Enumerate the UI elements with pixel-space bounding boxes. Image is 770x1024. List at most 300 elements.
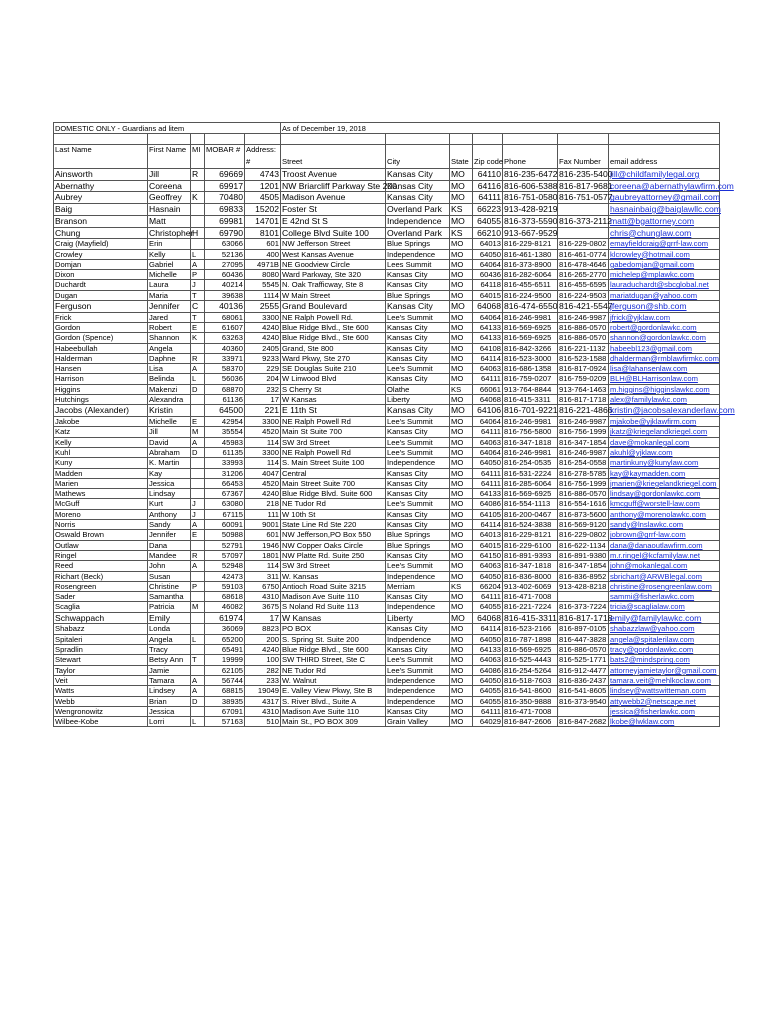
cell-mi: L <box>191 249 205 259</box>
email-link[interactable]: kmcguff@worstell-law.com <box>610 499 700 509</box>
email-link[interactable]: jobrown@grrf-law.com <box>610 530 686 540</box>
cell-state: KS <box>450 581 473 591</box>
cell-first-name: Lorri <box>148 717 191 727</box>
cell-phone: 816-524-3838 <box>503 520 558 530</box>
email-link[interactable]: mariatdugan@yahoo.com <box>610 290 698 300</box>
table-row <box>54 612 720 624</box>
cell-fax: 913-764-1463 <box>558 384 609 394</box>
email-link[interactable]: tricia@scaglialaw.com <box>610 602 685 612</box>
cell-state: MO <box>450 696 473 706</box>
cell-phone: 816-229-8121 <box>503 239 558 249</box>
cell-state: MO <box>450 655 473 665</box>
email-link[interactable]: emily@familylawkc.com <box>610 612 702 623</box>
cell-mi <box>191 215 205 227</box>
cell-fax: 816-886-0570 <box>558 489 609 499</box>
table-row <box>54 706 720 716</box>
cell-last-name: Baig <box>54 204 148 216</box>
cell-mobar: 38935 <box>205 696 245 706</box>
email-link[interactable]: lindsay@gordonlawkc.com <box>610 489 701 499</box>
cell-street-number: 400 <box>245 249 281 259</box>
cell-phone: 816-254-5264 <box>503 665 558 675</box>
email-link[interactable]: shannon@gordonlawkc.com <box>610 333 706 343</box>
cell-street-number: 4240 <box>245 645 281 655</box>
cell-street: PO BOX <box>281 624 386 634</box>
cell-city: Kansas City <box>386 645 450 655</box>
cell-mobar: 40136 <box>205 301 245 313</box>
cell-zip: 64050 <box>473 634 503 644</box>
cell-fax <box>558 204 609 216</box>
cell-mobar: 52136 <box>205 249 245 259</box>
cell-street-number: 4971B <box>245 259 281 269</box>
cell-state: MO <box>450 417 473 427</box>
table-row <box>54 270 720 280</box>
cell-first-name: Kurt <box>148 499 191 509</box>
cell-city: Indpendence <box>386 634 450 644</box>
email-link[interactable]: jill@childfamilylegal.org <box>610 169 700 179</box>
cell-fax: 816-569-9120 <box>558 520 609 530</box>
email-link[interactable]: dave@mokanlegal.com <box>610 437 690 447</box>
cell-fax: 816-461-0774 <box>558 249 609 259</box>
cell-street-number: 15202 <box>245 204 281 216</box>
cell-state: MO <box>450 364 473 374</box>
cell-mi: R <box>191 550 205 560</box>
cell-first-name: Michelle <box>148 270 191 280</box>
cell-last-name: Scaglia <box>54 602 148 612</box>
email-link[interactable]: jmarien@kriegelandkriegel.com <box>610 478 717 488</box>
cell-mi: A <box>191 675 205 685</box>
table-row <box>54 280 720 290</box>
cell-street-number: 111 <box>245 509 281 519</box>
email-link[interactable]: hasnainbaig@baiglawllc.com <box>610 204 721 215</box>
cell-last-name: Webb <box>54 696 148 706</box>
email-link[interactable]: michelep@mplawkc.com <box>610 270 695 280</box>
cell-mobar: 57097 <box>205 550 245 560</box>
cell-city: Kansas City <box>386 323 450 333</box>
cell-fax <box>558 592 609 602</box>
cell-mi <box>191 458 205 468</box>
cell-first-name: Dana <box>148 540 191 550</box>
email-link[interactable]: emayfieldcraig@grrf-law.com <box>610 239 709 249</box>
cell-street: Grand Boulevard <box>281 301 386 313</box>
cell-mi <box>191 612 205 624</box>
cell-city: Kansas City <box>386 353 450 363</box>
cell-last-name: Gordon (Spence) <box>54 333 148 343</box>
cell-street: Blue Ridge Blvd., Ste 600 <box>281 323 386 333</box>
email-link[interactable]: jferguson@shb.com <box>610 301 687 311</box>
cell-state: MO <box>450 571 473 581</box>
table-row <box>54 215 720 227</box>
cell-state: KS <box>450 384 473 394</box>
table-row <box>54 478 720 488</box>
cell-phone: 816-836-8000 <box>503 571 558 581</box>
cell-city: Kansas City <box>386 343 450 353</box>
cell-email <box>609 343 720 353</box>
cell-zip: 64063 <box>473 655 503 665</box>
cell-street-number: 114 <box>245 437 281 447</box>
email-link[interactable]: BLH@BLHarrisonlaw.com <box>610 374 698 384</box>
cell-phone: 816-474-6550 <box>504 301 558 311</box>
cell-street-number: 4520 <box>245 478 281 488</box>
email-link[interactable]: shabazzlaw@yahoo.com <box>610 624 695 634</box>
cell-first-name: Emily <box>148 612 191 624</box>
cell-email <box>609 458 720 468</box>
table-row <box>54 192 720 204</box>
table-row <box>54 561 720 571</box>
cell-zip: 64064 <box>473 447 503 457</box>
cell-mi <box>191 571 205 581</box>
cell-first-name: Jessica <box>148 478 191 488</box>
cell-email <box>609 706 720 716</box>
cell-phone: 816-246-9981 <box>503 417 558 427</box>
cell-mobar: 52948 <box>205 561 245 571</box>
cell-first-name: Christopher <box>149 227 194 238</box>
cell-mi: R <box>191 353 205 363</box>
email-link[interactable]: robert@gordonlawkc.com <box>610 323 697 332</box>
cell-email <box>609 259 720 269</box>
email-link[interactable]: dana@danaoutlawfirm.com <box>610 540 703 550</box>
cell-state: MO <box>450 395 473 405</box>
cell-mi: D <box>191 447 205 457</box>
cell-state: MO <box>450 458 473 468</box>
cell-street-number: 100 <box>245 655 281 665</box>
cell-phone: 816-471-7008 <box>503 706 558 716</box>
email-link[interactable]: m.r.ringel@kcfamilylaw.net <box>610 550 701 560</box>
cell-fax: 816-886-0570 <box>558 645 609 655</box>
cell-fax: 816-221-4866 <box>559 405 613 416</box>
email-link[interactable]: lindsey@wattswitteman.com <box>610 686 706 696</box>
cell-mi: T <box>191 290 205 300</box>
cell-last-name: Moreno <box>54 509 148 519</box>
email-link[interactable]: lkobe@lwklaw.com <box>610 717 675 727</box>
cell-phone: 816-200-0467 <box>503 509 558 519</box>
email-link[interactable]: christine@rosengreenlaw.com <box>610 581 712 591</box>
cell-last-name: Ainsworth <box>54 169 148 181</box>
table-row <box>54 405 720 417</box>
email-link[interactable]: akuhl@yjklaw.com <box>610 447 673 457</box>
cell-mi: L <box>191 717 205 727</box>
cell-city: Lee's Summit <box>386 417 450 427</box>
table-row <box>54 249 720 259</box>
email-link[interactable]: anthony@morenolawkc.com <box>610 509 706 519</box>
cell-mi: A <box>191 561 205 571</box>
cell-fax: 816-246-9987 <box>558 447 609 457</box>
email-link[interactable]: attorneyjamietaylor@gmail.com <box>610 665 717 675</box>
cell-zip: 64133 <box>473 645 503 655</box>
cell-zip: 64015 <box>473 540 503 550</box>
email-link[interactable]: dhalderman@rmblawfirmkc.com <box>610 353 719 363</box>
cell-last-name: Chung <box>54 227 148 239</box>
cell-phone: 816-282-6064 <box>503 270 558 280</box>
cell-email <box>609 280 720 290</box>
cell-phone: 816-373-8900 <box>503 259 558 269</box>
cell-email <box>609 655 720 665</box>
cell-last-name: Madden <box>54 468 148 478</box>
cell-phone: 816-254-0535 <box>503 458 558 468</box>
cell-fax: 816-265-2770 <box>558 270 609 280</box>
cell-last-name: Gordon <box>54 323 148 333</box>
cell-city: Lee's Summit <box>386 437 450 447</box>
email-link[interactable]: gaubreyattorney@gmail.com <box>610 192 720 203</box>
cell-city: Lee's Summit <box>386 665 450 675</box>
cell-street-number: 4743 <box>245 169 281 181</box>
email-link[interactable]: klcrowley@hotmail.com <box>610 249 690 259</box>
cell-city: Merriam <box>386 581 450 591</box>
cell-first-name: Erin <box>148 239 191 249</box>
cell-street-number: 19049 <box>245 686 281 696</box>
cell-last-name: Richart (Beck) <box>54 571 148 581</box>
cell-mi: E <box>191 530 205 540</box>
cell-street: College Blvd Suite 100 <box>281 227 386 239</box>
cell-phone: 816-461-1380 <box>503 249 558 259</box>
email-link[interactable]: sbrichart@ARWBlegal.com <box>610 571 702 581</box>
table-row <box>54 384 720 394</box>
cell-street: NE Ralph Powell Rd <box>281 447 386 457</box>
cell-street: W Kansas <box>281 395 386 405</box>
cell-first-name: Angela <box>148 634 191 644</box>
cell-zip: 64013 <box>473 239 503 249</box>
cell-fax: 816-347-1854 <box>558 437 609 447</box>
cell-mi: J <box>191 509 205 519</box>
cell-phone: 816-531-2224 <box>503 468 558 478</box>
email-link[interactable]: kay@kaymadden.com <box>610 468 686 478</box>
cell-zip: 64063 <box>473 437 503 447</box>
cell-mi: M <box>191 427 205 437</box>
email-link[interactable]: sandy@lnslawkc.com <box>610 520 684 530</box>
cell-city: Liberty <box>386 395 450 405</box>
guardians-table <box>53 122 735 727</box>
email-link[interactable]: john@mokanlegal.com <box>610 561 688 571</box>
cell-street: SW 3rd Street <box>281 437 386 447</box>
cell-street: SW 3rd Street <box>281 561 386 571</box>
cell-fax: 816-478-4646 <box>558 259 609 269</box>
spacer-row <box>54 134 720 145</box>
cell-street: S. River Blvd., Suite A <box>281 696 386 706</box>
cell-city: Olathe <box>386 384 450 394</box>
cell-street: NW Jefferson Street <box>281 239 386 249</box>
cell-street: NW Copper Oaks Circle <box>281 540 386 550</box>
cell-fax: 816-347-1854 <box>558 561 609 571</box>
cell-last-name: Hutchings <box>54 395 148 405</box>
cell-fax: 816-421-5547 <box>559 301 613 311</box>
table-row <box>54 540 720 550</box>
cell-first-name: Samantha <box>148 592 191 602</box>
table-row <box>54 499 720 509</box>
cell-email <box>609 612 720 624</box>
cell-fax: 816-373-9540 <box>558 696 609 706</box>
cell-city: Lee's Summit <box>386 561 450 571</box>
cell-first-name: K. Martin <box>148 458 191 468</box>
table-row <box>54 602 720 612</box>
email-link[interactable]: jessica@fisherlawkc.com <box>610 706 695 716</box>
cell-mi: K <box>191 333 205 343</box>
cell-state: MO <box>450 509 473 519</box>
cell-zip: 64055 <box>473 602 503 612</box>
cell-phone: 816-229-8121 <box>503 530 558 540</box>
cell-phone: 816-756-5800 <box>503 427 558 437</box>
cell-first-name: Alexandra <box>148 395 191 405</box>
email-link[interactable]: mjakobe@yjklawfirm.com <box>610 417 697 427</box>
cell-zip: 64116 <box>473 180 503 192</box>
email-link[interactable]: m.higgins@higginslawkc.com <box>610 384 710 394</box>
cell-state: MO <box>450 343 473 353</box>
cell-fax <box>558 227 609 239</box>
cell-zip: 64133 <box>473 323 503 333</box>
cell-street: SW THIRD Street, Ste C <box>281 655 386 665</box>
cell-state: MO <box>450 290 473 300</box>
cell-zip: 64063 <box>473 364 503 374</box>
cell-fax: 816-224-9503 <box>558 290 609 300</box>
cell-street: NE Ralph Powell Rd <box>281 417 386 427</box>
cell-street-number: 6750 <box>245 581 281 591</box>
cell-email <box>609 239 720 249</box>
email-link[interactable]: martinkuny@kunylaw.com <box>610 458 699 468</box>
email-link[interactable]: kristin@jacobsalexanderlaw.com <box>610 405 735 416</box>
cell-email <box>609 499 720 509</box>
cell-zip: 66223 <box>473 204 503 216</box>
table-row <box>54 520 720 530</box>
cell-fax: 816-455-6595 <box>558 280 609 290</box>
cell-last-name: Jakobe <box>54 417 148 427</box>
cell-last-name: Schwappach <box>54 612 148 624</box>
cell-first-name: Patricia <box>148 602 191 612</box>
cell-fax: 816-897-0105 <box>558 624 609 634</box>
cell-zip: 64050 <box>473 675 503 685</box>
email-link[interactable]: alex@familylawkc.com <box>610 395 687 405</box>
cell-street: Foster St <box>281 204 386 216</box>
cell-mi <box>191 645 205 655</box>
cell-street-number: 3300 <box>245 312 281 322</box>
cell-state: MO <box>450 312 473 322</box>
cell-last-name: Crowley <box>54 249 148 259</box>
cell-city: Grain Valley <box>386 717 450 727</box>
cell-mobar: 68815 <box>205 686 245 696</box>
cell-email <box>609 624 720 634</box>
cell-state: MO <box>450 530 473 540</box>
cell-fax: 816-817-1718 <box>559 612 613 623</box>
email-link[interactable]: gabedomjan@gmail.com <box>610 259 695 269</box>
cell-street: Blue Ridge Blvd., Ste 600 <box>281 645 386 655</box>
email-link[interactable]: chris@chunglaw.com <box>610 227 692 238</box>
cell-street-number: 1801 <box>245 550 281 560</box>
table-row <box>54 169 720 181</box>
email-link[interactable]: angela@spitalerilaw.com <box>610 634 695 644</box>
cell-state: MO <box>450 592 473 602</box>
cell-mobar: 67115 <box>205 509 245 519</box>
cell-street: Antioch Road Suite 3215 <box>281 581 386 591</box>
email-link[interactable]: coreena@abernathylawfirm.com <box>610 180 734 191</box>
cell-email <box>609 509 720 519</box>
email-link[interactable]: jkatz@kriegelandkriegel.com <box>610 427 708 437</box>
cell-email <box>609 364 720 374</box>
email-link[interactable]: sammi@fisherlawkc.com <box>610 592 695 602</box>
cell-mobar: 65200 <box>205 634 245 644</box>
cell-zip: 64106 <box>473 405 503 417</box>
cell-phone: 816-554-1113 <box>503 499 558 509</box>
cell-mobar: 69669 <box>205 169 245 181</box>
cell-mi: A <box>191 520 205 530</box>
cell-street-number: 14701 <box>245 215 281 227</box>
table-row <box>54 447 720 457</box>
cell-street-number: 2405 <box>245 343 281 353</box>
cell-city: Lee's Summit <box>386 447 450 457</box>
cell-mobar: 56036 <box>205 374 245 384</box>
email-link[interactable]: habeebl123@gmail.com <box>610 343 693 353</box>
cell-phone: 816-569-6925 <box>503 333 558 343</box>
cell-city: Blue Springs <box>386 290 450 300</box>
cell-state: MO <box>450 374 473 384</box>
table-row <box>54 655 720 665</box>
email-link[interactable]: tracy@gordonlawkc.com <box>610 645 694 655</box>
cell-city: Kansas City <box>386 374 450 384</box>
cell-state: MO <box>450 180 473 192</box>
cell-fax: 816-751-0577 <box>559 192 613 203</box>
cell-state: MO <box>450 612 473 624</box>
cell-mobar: 36069 <box>205 624 245 634</box>
cell-last-name: Sader <box>54 592 148 602</box>
cell-phone: 816-569-6925 <box>503 645 558 655</box>
cell-fax: 816-817-0924 <box>558 364 609 374</box>
email-link[interactable]: lisa@lahansenlaw.com <box>610 364 688 374</box>
cell-mobar: 33993 <box>205 458 245 468</box>
cell-first-name: Lindsay <box>148 489 191 499</box>
cell-state: MO <box>450 437 473 447</box>
cell-street-number: 311 <box>245 571 281 581</box>
cell-last-name: Harrison <box>54 374 148 384</box>
cell-mi: J <box>191 499 205 509</box>
cell-first-name: Betsy Ann <box>148 655 191 665</box>
cell-email <box>609 520 720 530</box>
header-address: Address: # <box>245 145 281 169</box>
cell-email <box>609 489 720 499</box>
cell-last-name: Wengronowitz <box>54 706 148 716</box>
cell-phone: 816-787-1898 <box>503 634 558 644</box>
cell-state: MO <box>450 301 473 313</box>
cell-first-name: Tamara <box>148 675 191 685</box>
cell-email <box>609 437 720 447</box>
cell-mobar: 40214 <box>205 280 245 290</box>
cell-first-name: Susan <box>148 571 191 581</box>
email-link[interactable]: matt@bgattorney.com <box>610 215 695 226</box>
cell-street: Main St Suite 700 <box>281 427 386 437</box>
cell-fax: 816-836-8952 <box>558 571 609 581</box>
cell-first-name: Coreena <box>148 180 191 192</box>
cell-state: MO <box>450 686 473 696</box>
cell-first-name: Jessica <box>148 706 191 716</box>
cell-street: NW Jefferson,PO Box 550 <box>281 530 386 540</box>
cell-street: W 10th St <box>281 509 386 519</box>
cell-first-name: Tracy <box>148 645 191 655</box>
email-link[interactable]: lauraduchardt@sbcglobal.net <box>610 280 709 290</box>
cell-street-number: 8080 <box>245 270 281 280</box>
email-link[interactable]: attywebb2@netscape.net <box>610 696 696 706</box>
table-row <box>54 395 720 405</box>
table-row <box>54 333 720 343</box>
cell-mi <box>191 395 205 405</box>
cell-street-number: 8101 <box>245 227 281 239</box>
cell-email <box>609 249 720 259</box>
cell-zip: 64118 <box>473 280 503 290</box>
email-link[interactable]: tamara.veit@mehlkoclaw.com <box>610 675 711 685</box>
cell-email <box>609 561 720 571</box>
cell-street: W Main Street <box>281 290 386 300</box>
email-link[interactable]: bats2@mindspring.com <box>610 655 690 665</box>
cell-mobar: 63066 <box>205 239 245 249</box>
cell-street: W. Walnut <box>281 675 386 685</box>
email-link[interactable]: jfrick@yjklaw.com <box>610 312 671 322</box>
cell-fax: 816-886-0570 <box>558 333 609 343</box>
cell-state: MO <box>450 540 473 550</box>
table-row <box>54 427 720 437</box>
